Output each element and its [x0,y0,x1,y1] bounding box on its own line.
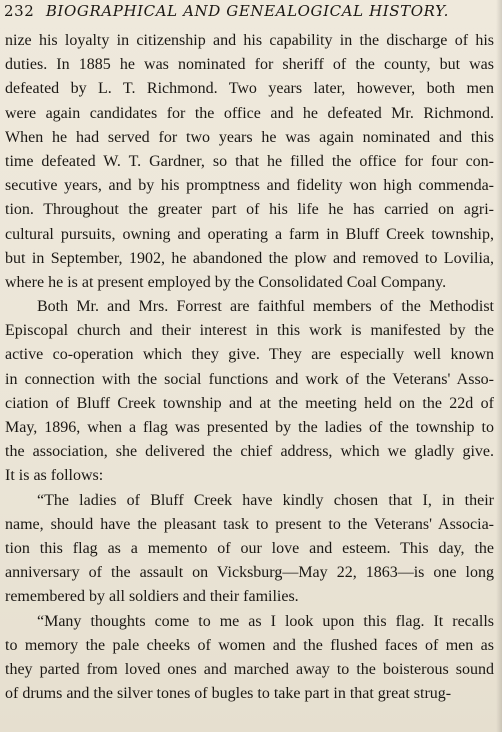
text-line: ciation of Bluff Creek township and at the meeting held on the 22d of [5,394,494,412]
text-line: anniversary of the assault on Vicksburg—May 22, 1863—is one long [5,564,494,582]
text-line: cultural pursuits, owning and operating a farm in Bluff Creek township, [5,225,494,243]
text-line: Both Mr. and Mrs. Forrest are faithful members of the Methodist [37,298,494,316]
text-line: tion. Throughout the greater part of his life he has carried on agri- [5,201,494,219]
paragraph [5,29,494,295]
text-line: Episcopal church and their interest in this work is manifested by the [5,322,494,340]
paragraph [5,489,494,610]
page-gutter-shadow [496,0,502,732]
text-line: of drums and the silver tones of bugles to take part in that great strug- [5,685,452,703]
text-line: secutive years, and by his promptness and fidelity won high commenda- [5,177,494,195]
text-line: When he had served for two years he was again nominated and this [5,128,494,146]
text-line: the association, she delivered the chief address, which we gladly give. [5,443,494,461]
text-line: nize his loyalty in citizenship and his capability in the discharge of his [5,32,494,49]
text-line: defeated by L. T. Richmond. Two years later, however, both men [5,80,494,98]
text-line: in connection with the social functions and work of the Veterans' Asso- [5,370,494,388]
text-line: where he is at present employed by the Consolidated Coal Company. [5,273,447,291]
running-title: BIOGRAPHICAL AND GENEALOGICAL HISTORY. [45,2,450,20]
text-line: they parted from loved ones and marched away to the boisterous sound [5,660,494,678]
text-line: May, 1896, when a flag was presented by the ladies of the township to [5,419,494,436]
text-line: active co-operation which they give. They are especially well known [5,346,494,364]
paragraph [5,295,494,489]
text-line: to memory the pale cheeks of women and the flushed faces of men as [5,636,494,654]
text-line: name, should have the pleasant task to present to the Veterans' Associa- [5,515,494,533]
text-line: remembered by all soldiers and their families. [5,588,299,606]
text-line: time defeated W. T. Gardner, so that he filled the office for four con- [5,152,494,170]
page-number: 232 [4,2,35,20]
running-header [4,0,502,22]
text-line: but in September, 1902, he abandoned the plow and removed to Lovilia, [5,249,494,267]
text-line: “The ladies of Bluff Creek have kindly chosen that I, in their [37,491,494,509]
text-line: were again candidates for the office and he defeated Mr. Richmond. [5,104,494,122]
text-line: tion this flag as a memento of our love and esteem. This day, the [5,539,494,557]
text-line: duties. In 1885 he was nominated for sheriff of the county, but was [5,56,494,74]
text-line: It is as follows: [5,467,104,485]
body-text [5,29,494,706]
text-line: “Many thoughts come to me as I look upon this flag. It recalls [37,612,494,630]
paragraph [5,610,494,707]
